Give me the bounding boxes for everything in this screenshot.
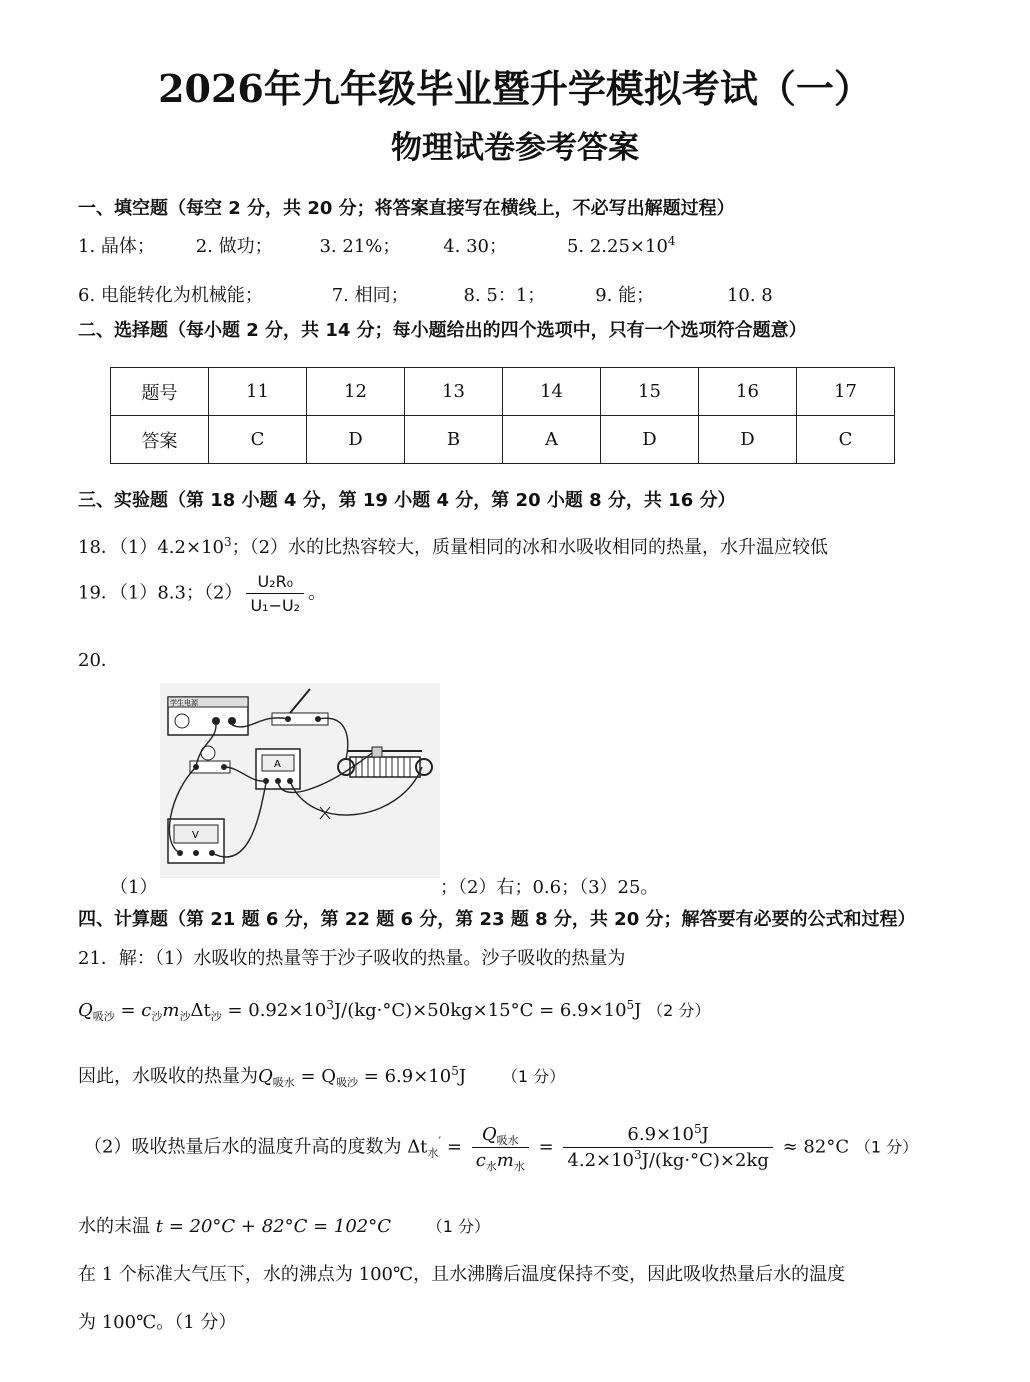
rheostat-icon — [338, 747, 432, 777]
table-cell: 14 — [503, 368, 601, 416]
points-label: （1 分） — [854, 1137, 919, 1157]
answer-5: 5. $2.25\times 10^4$ — [566, 234, 676, 257]
answer-6: 6. 电能转化为机械能； — [78, 285, 263, 306]
equation-final-temp: 水的末温 t = 20°C + 82°C = 102°C （1 分） — [78, 1216, 491, 1237]
section2-heading: 二、选择题（每小题 2 分，共 14 分；每小题给出的四个选项中，只有一个选项符合题意） — [78, 320, 807, 341]
question-21-intro: 21．解：（1）水吸收的热量等于沙子吸收的热量。沙子吸收的热量为 — [78, 948, 626, 969]
table-cell: D — [307, 416, 405, 464]
equation-sand-heat: $Q_{吸沙} = c_沙m_沙\Delta t_沙 = 0.92\times 10^3J/(kg\cdot^\circ C)\times 50kg\times 15^\circ C = 6.9\times 10^5J$ （2 分） — [78, 998, 711, 1023]
page-title: 2026年九年级毕业暨升学模拟考试（一） — [158, 66, 872, 111]
fraction-q-over-cm: $\frac{Q_{吸水}}{c_水m_水}$ — [472, 1124, 529, 1171]
table-cell: 11 — [209, 368, 307, 416]
fraction-numeric: $\frac{6.9\times 10^5J}{4.2\times 10^3J/(kg\cdot^\circ C)\times 2kg}$ — [563, 1124, 772, 1171]
conclusion-line-1: 在 1 个标准大气压下，水的沸点为 100℃，且水沸腾后温度保持不变，因此吸收热量后水的温度 — [78, 1264, 846, 1285]
page-subtitle: 物理试卷参考答案 — [391, 130, 639, 166]
answer-1: 1. 晶体； — [78, 236, 155, 257]
q19-fraction: $\frac{\text{U₂R₀}}{\text{U₁−U₂}}$ — [246, 572, 304, 615]
table-cell: 16 — [699, 368, 797, 416]
power-supply-icon — [168, 697, 248, 735]
answer-2: 2. 做功； — [195, 236, 273, 257]
question-18: 18．$(1)4.2\times 10^3$；（2）水的比热容较大，质量相同的冰和水吸收相同的热量，水升温应较低 — [78, 535, 829, 558]
voltmeter-icon — [168, 819, 224, 863]
answer-10: 10. 8 — [726, 285, 773, 306]
table-header-cell: 答案 — [111, 416, 209, 464]
section4-heading: 四、计算题（第 21 题 6 分，第 22 题 6 分，第 23 题 8 分，共 20 分；解答要有必要的公式和过程） — [78, 909, 916, 930]
table-header-cell: 题号 — [111, 368, 209, 416]
question-19: 19．（1）8.3；（2） $\frac{\text{U₂R₀}}{\text{U₁−U₂}}$ 。 — [78, 572, 327, 615]
answer-8: 8. 5：1； — [463, 285, 546, 306]
question-20-part1: （1） — [110, 877, 158, 898]
table-cell: C — [209, 416, 307, 464]
table-cell: 17 — [797, 368, 895, 416]
answer-4: 4. 30； — [443, 236, 508, 257]
table-cell: 12 — [307, 368, 405, 416]
table-cell: C — [797, 416, 895, 464]
section1-row2 — [78, 281, 773, 307]
equation-temp-rise: （2）吸收热量后水的温度升高的度数为 $\Delta t_水'$ = $\frac{Q_{吸水}}{c_水m_水}$ = $\frac{6.9\times 10^5J}{4.2\times 10^3J/(kg\cdot^\circ C)\times 2kg}$ ≈ 82°C （1 分） — [84, 1122, 919, 1173]
section1-row1 — [78, 232, 676, 258]
table-row — [111, 416, 895, 464]
table-cell: A — [503, 416, 601, 464]
points-label: （1 分） — [426, 1217, 491, 1236]
ammeter-label: A — [274, 759, 281, 770]
voltmeter-label: V — [192, 830, 199, 841]
section3-heading: 三、实验题（第 18 小题 4 分，第 19 小题 4 分，第 20 小题 8 分，共 16 分） — [78, 490, 736, 511]
table-cell: D — [699, 416, 797, 464]
table-row — [111, 368, 895, 416]
answer-9: 9. 能； — [595, 285, 655, 306]
answer-table — [110, 367, 895, 464]
table-cell: B — [405, 416, 503, 464]
answer-3: 3. 21%； — [319, 236, 401, 257]
table-cell: 13 — [405, 368, 503, 416]
question-20-label: 20． — [78, 650, 119, 671]
points-label: （2 分） — [647, 1001, 711, 1020]
table-cell: D — [601, 416, 699, 464]
points-label: （1 分） — [501, 1067, 566, 1086]
question-20-rest: ；（2）右；0.6；（3）25。 — [440, 877, 659, 898]
conclusion-line-2: 为 100℃。（1 分） — [78, 1312, 237, 1333]
table-cell: 15 — [601, 368, 699, 416]
circuit-diagram — [160, 683, 440, 878]
equation-water-heat: 因此，水吸收的热量为$Q_{吸水} = Q_{吸沙} = 6.9\times 10^5J$ （1 分） — [78, 1064, 566, 1089]
answer-7: 7. 相同； — [331, 285, 409, 306]
section1-heading: 一、填空题（每空 2 分，共 20 分；将答案直接写在横线上，不必写出解题过程） — [78, 198, 735, 219]
power-supply-label: 学生电源 — [170, 699, 198, 707]
